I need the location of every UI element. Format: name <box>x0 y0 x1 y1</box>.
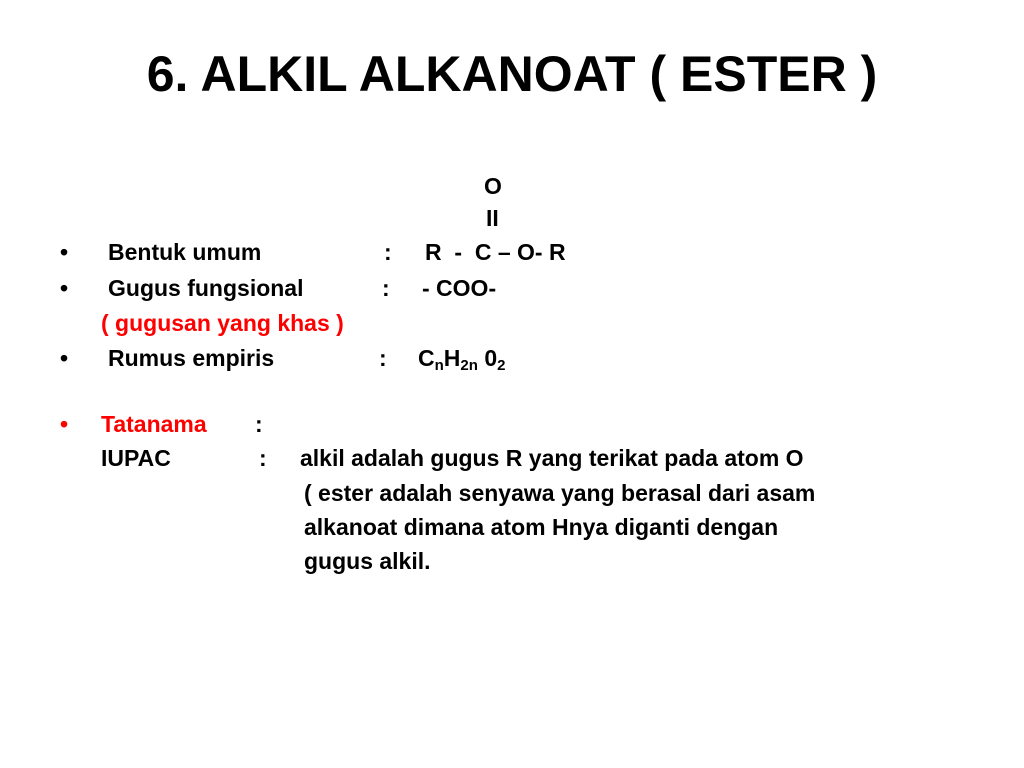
formula-carbon: C <box>418 345 435 371</box>
tatanama-label: Tatanama <box>101 411 207 437</box>
bullet-dot: • <box>60 239 69 265</box>
tatanama-colon: : <box>255 411 263 437</box>
formula-carbon-subscript: n <box>434 357 444 374</box>
empirical-formula <box>418 344 505 372</box>
iupac-line: alkil adalah gugus R yang terikat pada atom O <box>300 445 804 471</box>
bullet-dot: • <box>60 345 69 371</box>
rumus-empiris-colon: : <box>379 345 387 371</box>
bullet-dot: • <box>60 275 69 301</box>
iupac-line: ( ester adalah senyawa yang berasal dari asam <box>304 480 816 506</box>
gugus-fungsional-note: ( gugusan yang khas ) <box>101 310 344 336</box>
double-bond-mark: II <box>486 205 499 231</box>
formula-hydrogen-subscript: 2n <box>460 357 478 374</box>
gugus-fungsional-label: Gugus fungsional <box>108 275 304 301</box>
iupac-line: alkanoat dimana atom Hnya diganti dengan <box>304 514 779 540</box>
formula-oxygen-subscript: 2 <box>497 357 506 374</box>
bentuk-umum-colon: : <box>384 239 392 265</box>
iupac-colon: : <box>259 445 267 471</box>
rumus-empiris-label: Rumus empiris <box>108 345 275 371</box>
formula-hydrogen: H <box>443 345 461 371</box>
slide-title: 6. ALKIL ALKANOAT ( ESTER ) <box>146 46 878 102</box>
gugus-fungsional-colon: : <box>382 275 390 301</box>
carbonyl-oxygen: O <box>484 173 502 199</box>
bentuk-umum-value: R - C – O- R <box>425 239 566 265</box>
formula-oxygen: 0 <box>484 345 498 371</box>
iupac-line: gugus alkil. <box>304 548 431 574</box>
bentuk-umum-label: Bentuk umum <box>108 239 262 265</box>
bullet-dot: • <box>60 411 69 437</box>
gugus-fungsional-value: - COO- <box>422 275 497 301</box>
iupac-label: IUPAC <box>101 445 171 471</box>
